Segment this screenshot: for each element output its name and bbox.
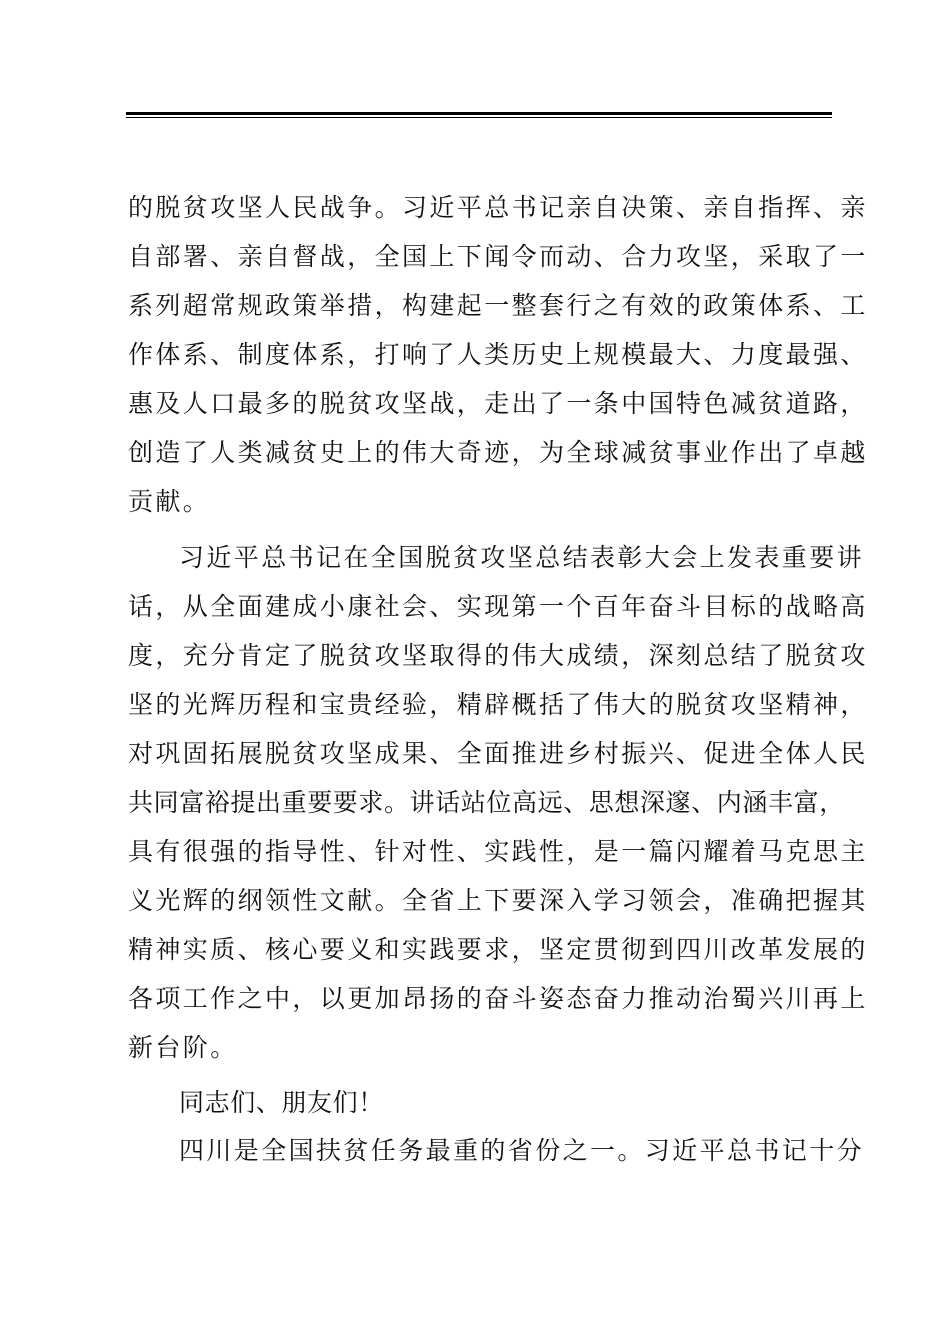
text-line: 作体系、制度体系，打响了人类历史上规模最大、力度最强、 [128,340,868,369]
text-line: 各项工作之中，以更加昂扬的奋斗姿态奋力推动治蜀兴川再上 [128,984,868,1013]
text-line: 义光辉的纲领性文献。全省上下要深入学习领会，准确把握其 [128,886,868,915]
salutation: 同志们、朋友们！ [179,1088,384,1117]
text-line: 贡献。 [128,487,211,516]
text-line: 度，充分肯定了脱贫攻坚取得的伟大成绩，深刻总结了脱贫攻 [128,641,868,670]
text-line: 对巩固拓展脱贫攻坚成果、全面推进乡村振兴、促进全体人民 [128,739,868,768]
text-line: 具有很强的指导性、针对性、实践性，是一篇闪耀着马克思主 [128,837,868,866]
text-line: 精神实质、核心要义和实践要求，坚定贯彻到四川改革发展的 [128,935,868,964]
text-line: 系列超常规政策举措，构建起一整套行之有效的政策体系、工 [128,291,868,320]
text-line: 坚的光辉历程和宝贵经验，精辟概括了伟大的脱贫攻坚精神， [128,690,868,719]
text-line: 习近平总书记在全国脱贫攻坚总结表彰大会上发表重要讲 [179,543,865,572]
text-line: 四川是全国扶贫任务最重的省份之一。习近平总书记十分 [179,1136,865,1165]
header-rule-thick [126,112,832,115]
text-line: 自部署、亲自督战，全国上下闻令而动、合力攻坚，采取了一 [128,242,868,271]
text-line: 创造了人类减贫史上的伟大奇迹，为全球减贫事业作出了卓越 [128,438,868,467]
text-line: 惠及人口最多的脱贫攻坚战，走出了一条中国特色减贫道路， [128,389,868,418]
text-line: 共同富裕提出重要要求。讲话站位高远、思想深邃、内涵丰富， [128,788,845,817]
header-rule-thin [126,117,832,118]
text-line: 新台阶。 [128,1033,238,1062]
text-line: 话，从全面建成小康社会、实现第一个百年奋斗目标的战略高 [128,592,868,621]
text-line: 的脱贫攻坚人民战争。习近平总书记亲自决策、亲自指挥、亲 [128,193,868,222]
